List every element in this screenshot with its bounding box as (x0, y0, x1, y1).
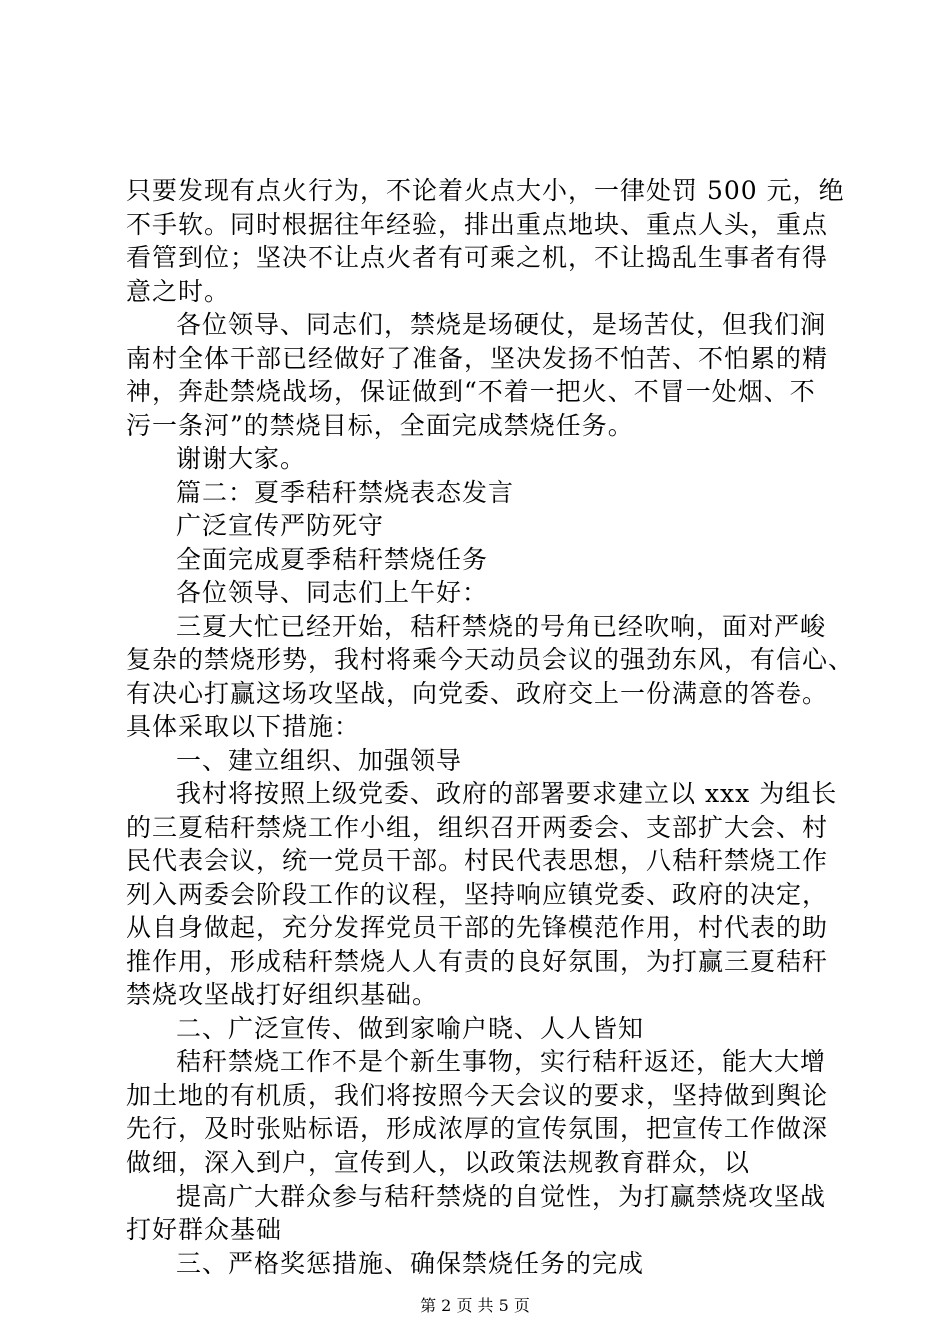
paragraph-line: 秸秆禁烧工作不是个新生事物，实行秸秆返还，能大大增 (176, 1047, 827, 1076)
page-indicator: 第 2 页 共 5 页 (420, 1296, 530, 1315)
paragraph-line: 列入两委会阶段工作的议程，坚持响应镇党委、政府的决定， (126, 880, 829, 909)
paragraph-line: 不手软。同时根据往年经验，排出重点地块、重点人头，重点 (126, 210, 829, 239)
section-heading: 一、建立组织、加强领导 (176, 746, 463, 775)
paragraph-line: 污一条河”的禁烧目标，全面完成禁烧任务。 (126, 411, 634, 440)
paragraph-line: 看管到位；坚决不让点火者有可乘之机，不让捣乱生事者有得 (126, 243, 829, 272)
paragraph-line: 禁烧攻坚战打好组织基础。 (126, 980, 439, 1009)
paragraph-line: 的三夏秸秆禁烧工作小组，组织召开两委会、支部扩大会、村 (126, 813, 829, 842)
paragraph-line: 复杂的禁烧形势，我村将乘今天动员会议的强劲东风，有信心、 (126, 645, 855, 674)
paragraph-line: 各位领导、同志们，禁烧是场硬仗，是场苦仗，但我们涧 (176, 310, 827, 339)
paragraph-line: 具体采取以下措施： (126, 712, 361, 741)
paragraph-line: 我村将按照上级党委、政府的部署要求建立以 xxx 为组长 (176, 779, 838, 808)
paragraph-line: 只要发现有点火行为，不论着火点大小，一律处罚 500 元，绝 (126, 176, 845, 205)
paragraph-line: 做细，深入到户，宣传到人，以政策法规教育群众，以 (126, 1148, 751, 1177)
paragraph-line: 神，奔赴禁烧战场，保证做到“不着一把火、不冒一处烟、不 (126, 377, 816, 406)
paragraph-line: 先行，及时张贴标语，形成浓厚的宣传氛围，把宣传工作做深 (126, 1114, 829, 1143)
salutation-line: 各位领导、同志们上午好： (176, 578, 489, 607)
paragraph-line: 从自身做起，充分发挥党员干部的先锋模范作用，村代表的助 (126, 913, 829, 942)
paragraph-line: 有决心打赢这场攻坚战，向党委、政府交上一份满意的答卷。 (126, 679, 829, 708)
section-heading: 篇二：夏季秸秆禁烧表态发言 (176, 478, 515, 507)
paragraph-line: 南村全体干部已经做好了准备，坚决发扬不怕苦、不怕累的精 (126, 344, 829, 373)
paragraph-line: 三夏大忙已经开始，秸秆禁烧的号角已经吹响，面对严峻 (176, 612, 827, 641)
paragraph-line: 加土地的有机质，我们将按照今天会议的要求，坚持做到舆论 (126, 1081, 829, 1110)
paragraph-line: 推作用，形成秸秆禁烧人人有责的良好氛围，为打赢三夏秸秆 (126, 947, 829, 976)
section-heading: 二、广泛宣传、做到家喻户晓、人人皆知 (176, 1014, 645, 1043)
subtitle-line: 广泛宣传严防死守 (176, 511, 385, 540)
paragraph-line: 提高广大群众参与秸秆禁烧的自觉性，为打赢禁烧攻坚战 (176, 1182, 827, 1211)
paragraph-line: 谢谢大家。 (176, 444, 307, 473)
paragraph-line: 民代表会议，统一党员干部。村民代表思想，八秸秆禁烧工作 (126, 846, 829, 875)
paragraph-line: 意之时。 (126, 277, 231, 306)
subtitle-line: 全面完成夏季秸秆禁烧任务 (176, 545, 489, 574)
paragraph-line: 打好群众基础 (126, 1215, 283, 1244)
section-heading: 三、严格奖惩措施、确保禁烧任务的完成 (176, 1249, 645, 1278)
